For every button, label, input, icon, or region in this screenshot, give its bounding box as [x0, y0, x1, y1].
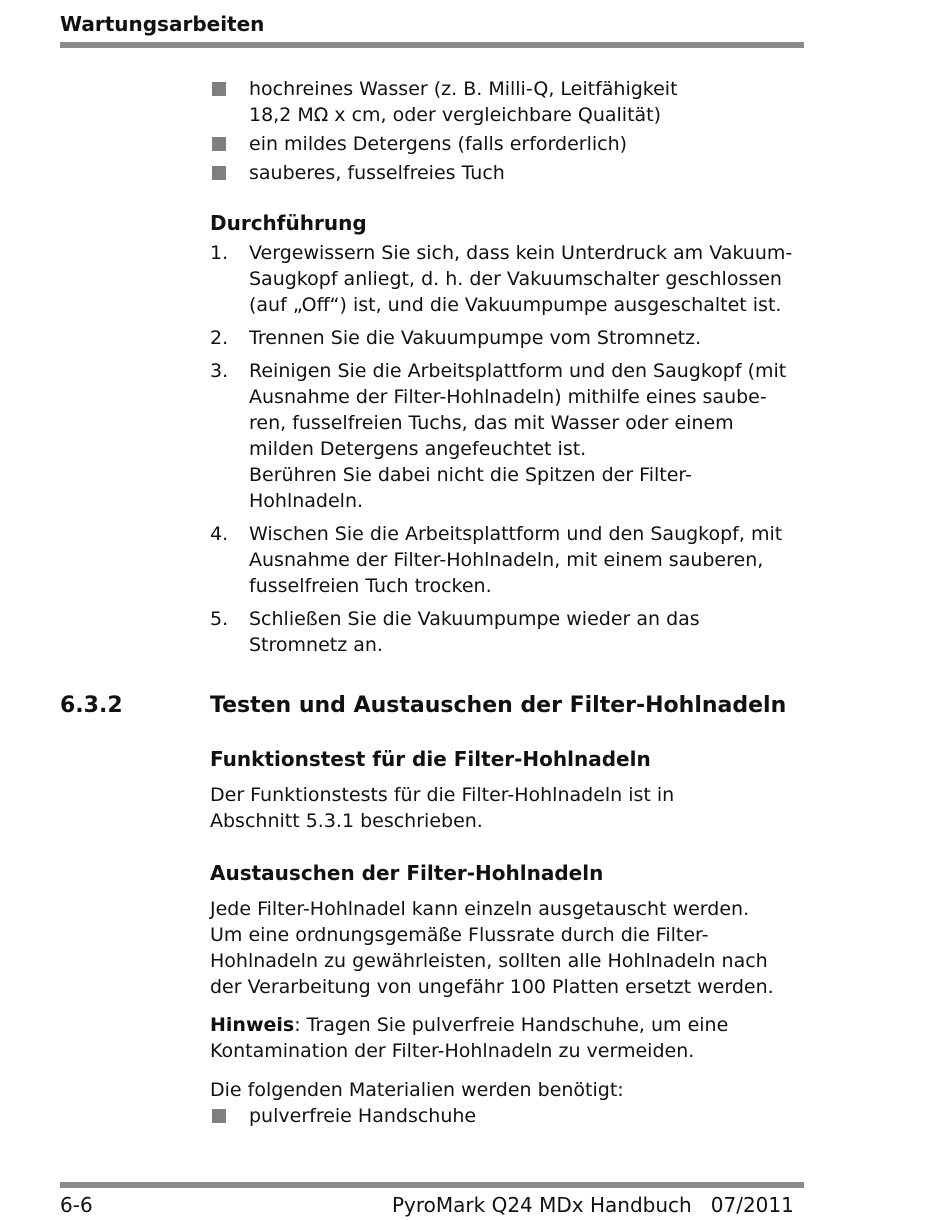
bullet-square-icon	[212, 82, 226, 96]
list-item	[210, 1103, 810, 1129]
paragraph-line: Kontamination der Filter-Hohlnadeln zu vermeiden.	[210, 1040, 695, 1062]
list-item-text: sauberes, fusselfreies Tuch	[249, 162, 505, 184]
header-rule	[60, 42, 804, 48]
replace-heading: Austauschen der Filter-Hohlnadeln	[210, 861, 604, 885]
section-content	[210, 746, 810, 1132]
main-content	[210, 76, 810, 665]
materials-list-bottom	[210, 1103, 810, 1129]
section-number: 6.3.2	[60, 693, 123, 718]
paragraph-line: Hohlnadeln zu gewährleisten, sollten alle Hohlnadeln nach	[210, 950, 768, 972]
step-text: fusselfreien Tuch trocken.	[249, 575, 492, 597]
step-text: Vergewissern Sie sich, dass kein Unterdruck am Vakuum-	[249, 242, 793, 264]
step-text: Berühren Sie dabei nicht die Spitzen der Filter-	[249, 464, 692, 486]
step-item	[210, 325, 810, 351]
materials-list	[210, 76, 810, 186]
step-text: ren, fusselfreien Tuchs, das mit Wasser oder einem	[249, 412, 734, 434]
step-number: 3.	[210, 360, 229, 382]
step-text: Schließen Sie die Vakuumpumpe wieder an das	[249, 608, 700, 630]
step-number: 2.	[210, 327, 229, 349]
list-item-text: hochreines Wasser (z. B. Milli-Q, Leitfähigkeit	[249, 78, 678, 100]
step-item	[210, 240, 810, 318]
list-item	[210, 160, 810, 186]
list-item	[210, 131, 810, 157]
paragraph-line: Jede Filter-Hohlnadel kann einzeln ausgetauscht werden.	[210, 898, 750, 920]
step-text: Reinigen Sie die Arbeitsplattform und den Saugkopf (mit	[249, 360, 787, 382]
list-item-text: pulverfreie Handschuhe	[249, 1105, 477, 1127]
step-text: Saugkopf anliegt, d. h. der Vakuumschalter geschlossen	[249, 268, 782, 290]
paragraph-line: Der Funktionstests für die Filter-Hohlnadeln ist in	[210, 784, 675, 806]
step-text: milden Detergens angefeuchtet ist.	[249, 438, 587, 460]
step-text: Hohlnadeln.	[249, 490, 364, 512]
step-number: 5.	[210, 608, 229, 630]
materials-intro: Die folgenden Materialien werden benötigt:	[210, 1079, 624, 1101]
page-number: 6-6	[60, 1193, 93, 1217]
function-test-text	[210, 782, 810, 834]
list-item-text: ein mildes Detergens (falls erforderlich)	[249, 133, 628, 155]
bullet-square-icon	[212, 1109, 226, 1123]
step-item	[210, 521, 810, 599]
step-text: Trennen Sie die Vakuumpumpe vom Stromnetz.	[249, 327, 702, 349]
procedure-steps	[210, 240, 810, 658]
bullet-square-icon	[212, 166, 226, 180]
step-text: Stromnetz an.	[249, 634, 383, 656]
note-label: Hinweis	[210, 1014, 295, 1036]
paragraph-line: Abschnitt 5.3.1 beschrieben.	[210, 810, 483, 832]
step-text: Ausnahme der Filter-Hohlnadeln, mit einem sauberen,	[249, 549, 764, 571]
step-text: Wischen Sie die Arbeitsplattform und den Saugkopf, mit	[249, 523, 783, 545]
paragraph-line: der Verarbeitung von ungefähr 100 Platten ersetzt werden.	[210, 976, 774, 998]
step-number: 1.	[210, 242, 229, 264]
document-title: PyroMark Q24 MDx Handbuch 07/2011	[392, 1193, 794, 1217]
section-title: Testen und Austauschen der Filter-Hohlnadeln	[210, 693, 787, 718]
list-item	[210, 76, 810, 128]
step-text: Ausnahme der Filter-Hohlnadeln) mithilfe eines saube-	[249, 386, 767, 408]
step-number: 4.	[210, 523, 229, 545]
paragraph-line: Um eine ordnungsgemäße Flussrate durch die Filter-	[210, 924, 709, 946]
replace-text	[210, 896, 810, 1000]
function-test-heading: Funktionstest für die Filter-Hohlnadeln	[210, 747, 651, 771]
list-item-text: 18,2 MΩ x cm, oder vergleichbare Qualität)	[249, 104, 662, 126]
bullet-square-icon	[212, 137, 226, 151]
step-text: (auf „Off“) ist, und die Vakuumpumpe ausgeschaltet ist.	[249, 294, 782, 316]
note-paragraph	[210, 1012, 810, 1064]
paragraph-line: : Tragen Sie pulverfreie Handschuhe, um eine	[294, 1014, 729, 1036]
running-header: Wartungsarbeiten	[60, 12, 265, 36]
step-item	[210, 606, 810, 658]
step-item	[210, 358, 810, 514]
procedure-heading: Durchführung	[210, 211, 367, 235]
footer-rule	[60, 1182, 804, 1188]
